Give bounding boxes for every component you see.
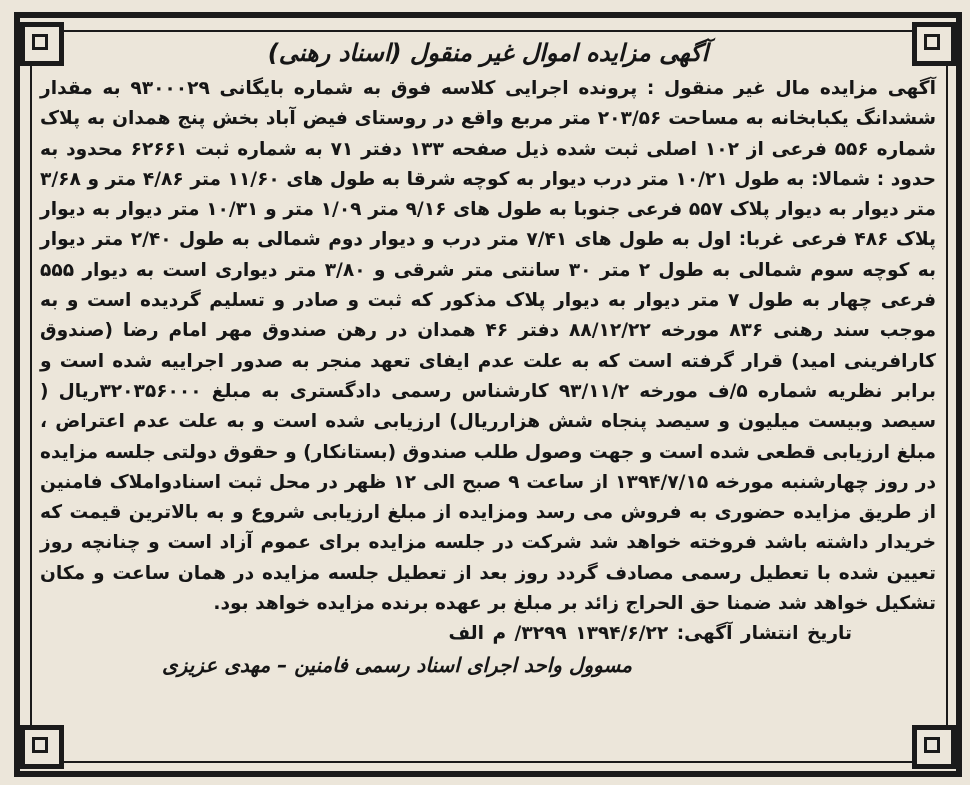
publication-date-line: تاریخ انتشار آگهی: ۱۳۹۴/۶/۲۲ ۳۲۹۹/ م الف [448, 623, 852, 645]
notice-title: آگهی مزایده اموال غیر منقول (اسناد رهنی) [267, 39, 709, 67]
notice-content [34, 36, 942, 759]
signature-line: مسوول واحد اجرای اسناد رسمی فامنین – مهدی عزیزی [162, 653, 632, 678]
notice-body: آگهی مزایده مال غیر منقول : پرونده اجرایی کلاسه فوق به شماره بایگانی ۹۳۰۰۰۲۹ به مقدار ششدانگ یکبابخانه به مساحت ۲۰۳/۵۶ متر مربع واقع در روستای فیض آباد بخش پنج همدان به پلاک شماره ۵۵۶ فرعی از ۱۰۲ اصلی ثبت شده ذیل صفحه ۱۳۳ دفتر ۷۱ به شماره ثبت ۶۲۶۶۱ محدود به حدود : شمالا: به طول ۱۰/۲۱ متر درب دیوار به کوچه شرقا به طول های ۱۱/۶۰ متر ۴/۸۶ متر و ۳/۶۸ متر دیوار به دیوار پلاک ۵۵۷ فرعی جنوبا به طول های ۹/۱۶ متر ۱/۰۹ متر و ۱۰/۳۱ متر دیوار به دیوار پلاک ۴۸۶ فرعی غربا: اول به طول های ۷/۴۱ متر درب و دیوار دوم شمالی به طول ۲/۴۰ متر دیوار به کوچه سوم شمالی به طول ۲ متر ۳۰ سانتی متر شرقی و ۳/۸۰ متر دیواری است به دیوار ۵۵۵ فرعی چهار به طول ۷ متر دیوار به دیوار پلاک مذکور که ثبت و صادر و تسلیم گردیده است و به موجب سند رهنی ۸۳۶ مورخه ۸۸/۱۲/۲۲ دفتر ۴۶ همدان در رهن صندوق مهر امام رضا (صندوق کارافرینی امید) قرار گرفته است که به علت عدم ایفای تعهد منجر به صدور اجراییه شده است و برابر نظریه شماره ۵/ف مورخه ۹۳/۱۱/۲ کارشناس رسمی دادگستری به مبلغ ۳۲۰۳۵۶۰۰۰ریال ( سیصد وبیست میلیون و سیصد پنجاه شش هزارریال) ارزیابی شده است و به علت عدم اعتراض ، مبلغ ارزیابی قطعی شده است و جهت وصول طلب صندوق (بستانکار) و حقوق دولتی جلسه مزایده در روز چهارشنبه مورخه ۱۳۹۴/۷/۱۵ از ساعت ۹ صبح الی ۱۲ ظهر در محل ثبت اسنادواملاک فامنین از طریق مزایده حضوری به فروش می رسد ومزایده از مبلغ ارزیابی شروع و به بالاترین قیمت که خریدار داشته باشد فروخته خواهد شد شرکت در جلسه مزایده برای عموم آزاد است و چنانچه روز تعیین شده با تعطیل رسمی مصادف گردد روز بعد از تعطیل جلسه مزایده در همان ساعت و مکان تشکیل خواهد شد ضمنا حق الحراج زائد بر مبلغ بر عهده برنده مزایده خواهد بود. [40, 78, 937, 615]
